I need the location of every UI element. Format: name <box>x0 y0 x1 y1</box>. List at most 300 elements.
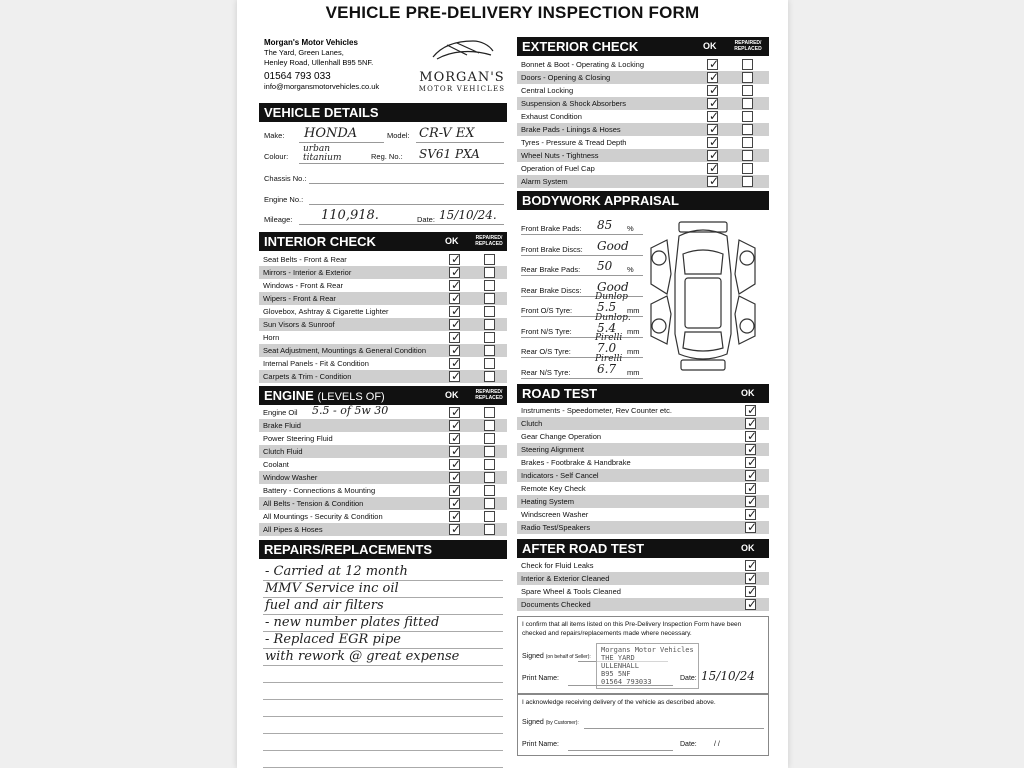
checkmark-icon: ✓ <box>451 509 462 523</box>
after-road-test-item-label: Spare Wheel & Tools Cleaned <box>521 587 621 596</box>
engine-oil-note[interactable]: 5.5 - of 5w 30 <box>312 404 389 417</box>
bodywork-label: Rear Brake Discs: <box>521 285 582 295</box>
interior-check-list <box>259 253 507 383</box>
road-test-row <box>517 495 769 508</box>
interior-row <box>259 344 507 357</box>
road-test-row <box>517 482 769 495</box>
engine-ok-checkbox[interactable] <box>449 485 460 496</box>
road-test-title: ROAD TEST <box>522 386 598 401</box>
engine-repaired-checkbox[interactable] <box>484 472 495 483</box>
company-phone: 01564 793 033 <box>264 71 331 82</box>
engine-repaired-checkbox[interactable] <box>484 407 495 418</box>
bodywork-underline <box>521 357 643 358</box>
after-road-test-row <box>517 559 769 572</box>
tyre-brand[interactable]: Dunlop. <box>595 312 631 323</box>
engine-item-label: Coolant <box>263 460 289 469</box>
bodywork-unit: mm <box>627 326 640 336</box>
bodywork-label: Front Brake Pads: <box>521 224 582 233</box>
road-test-list <box>517 404 769 534</box>
stamp-line-3: ULLENHALL <box>601 662 639 670</box>
road-test-ok-checkbox[interactable] <box>745 496 756 507</box>
interior-row <box>259 292 507 305</box>
stamp-line-4: B95 5NF <box>601 670 631 678</box>
exterior-item-label: Alarm System <box>521 177 568 186</box>
repairs-ruled-line <box>263 699 503 700</box>
exterior-ok-checkbox[interactable] <box>707 163 718 174</box>
logo-text-sub: MOTOR VEHICLES <box>418 85 506 93</box>
engine-rr-col: REPAIRED/ REPLACED <box>475 389 503 401</box>
interior-repaired-checkbox[interactable] <box>484 371 495 382</box>
interior-item-label: Glovebox, Ashtray & Cigarette Lighter <box>263 307 389 316</box>
road-test-row <box>517 469 769 482</box>
exterior-row <box>517 84 769 97</box>
interior-ok-checkbox[interactable] <box>449 267 460 278</box>
company-stamp <box>596 643 699 689</box>
exterior-ok-checkbox[interactable] <box>707 98 718 109</box>
road-test-row <box>517 417 769 430</box>
after-road-test-row <box>517 572 769 585</box>
bodywork-value[interactable]: 5.4 <box>597 320 617 335</box>
bodywork-row <box>521 238 641 255</box>
seller-date-label: Date: <box>680 675 697 682</box>
road-test-ok-checkbox[interactable] <box>745 418 756 429</box>
engine-item-label: Window Washer <box>263 473 318 482</box>
model-label: Model: <box>387 131 410 140</box>
road-test-ok-checkbox[interactable] <box>745 522 756 533</box>
exterior-row <box>517 97 769 110</box>
exterior-repaired-checkbox[interactable] <box>742 72 753 83</box>
exterior-item-label: Central Locking <box>521 86 574 95</box>
checkmark-icon: ✓ <box>747 468 758 482</box>
bodywork-underline <box>521 255 643 256</box>
checkmark-icon: ✓ <box>451 252 462 266</box>
reg-value[interactable]: SV61 PXA <box>419 147 480 161</box>
make-value[interactable]: HONDA <box>304 126 358 141</box>
road-test-item-label: Steering Alignment <box>521 445 584 454</box>
bodywork-value[interactable]: 5.5 <box>597 300 617 314</box>
engine-no-label: Engine No.: <box>264 195 304 204</box>
engine-ok-checkbox[interactable] <box>449 511 460 522</box>
customer-signature-line[interactable] <box>584 728 764 729</box>
bodywork-label: Rear N/S Tyre: <box>521 367 571 377</box>
engine-ok-checkbox[interactable] <box>449 433 460 444</box>
repairs-note-line[interactable]: - Replaced EGR pipe <box>265 632 401 647</box>
engine-repaired-checkbox[interactable] <box>484 485 495 496</box>
checkmark-icon: ✓ <box>747 442 758 456</box>
customer-print-line[interactable] <box>568 750 673 751</box>
customer-acknowledgement-box <box>517 694 769 756</box>
bodywork-label: Front N/S Tyre: <box>521 326 572 336</box>
company-address-block <box>264 38 379 92</box>
road-test-item-label: Radio Test/Speakers <box>521 523 591 532</box>
interior-repaired-checkbox[interactable] <box>484 319 495 330</box>
interior-check-title: INTERIOR CHECK <box>264 234 376 249</box>
engine-title: ENGINE <box>264 388 314 403</box>
road-test-ok-checkbox[interactable] <box>745 457 756 468</box>
interior-repaired-checkbox[interactable] <box>484 345 495 356</box>
engine-ok-checkbox[interactable] <box>449 446 460 457</box>
exterior-ok-checkbox[interactable] <box>707 72 718 83</box>
colour-reg-underline <box>299 163 504 164</box>
exterior-ok-checkbox[interactable] <box>707 176 718 187</box>
bodywork-label: Rear Brake Pads: <box>521 265 581 274</box>
exterior-item-label: Operation of Fuel Cap <box>521 164 595 173</box>
checkmark-icon: ✓ <box>747 481 758 495</box>
after-road-test-ok-col: OK <box>741 543 755 553</box>
interior-ok-checkbox[interactable] <box>449 319 460 330</box>
interior-repaired-checkbox[interactable] <box>484 280 495 291</box>
road-test-item-label: Heating System <box>521 497 574 506</box>
interior-repaired-checkbox[interactable] <box>484 332 495 343</box>
road-test-ok-checkbox[interactable] <box>745 470 756 481</box>
interior-row <box>259 305 507 318</box>
interior-repaired-checkbox[interactable] <box>484 267 495 278</box>
repairs-note-line[interactable]: fuel and air filters <box>265 598 384 613</box>
engine-row <box>259 510 507 523</box>
engine-row <box>259 458 507 471</box>
exterior-repaired-checkbox[interactable] <box>742 137 753 148</box>
exterior-item-label: Doors - Opening & Closing <box>521 73 611 82</box>
seller-print-line[interactable] <box>568 685 673 686</box>
exterior-repaired-checkbox[interactable] <box>742 111 753 122</box>
checkmark-icon: ✓ <box>451 405 462 419</box>
checkmark-icon: ✓ <box>747 416 758 430</box>
car-diagram-icon <box>645 214 761 376</box>
chassis-underline <box>309 183 504 184</box>
customer-date-separators: / / <box>714 741 720 748</box>
road-test-ok-checkbox[interactable] <box>745 509 756 520</box>
road-test-row <box>517 456 769 469</box>
date-value[interactable]: 15/10/24. <box>439 208 497 222</box>
interior-row <box>259 357 507 370</box>
bodywork-row <box>521 333 641 357</box>
bodywork-value[interactable]: 50 <box>597 259 613 273</box>
checkmark-icon: ✓ <box>451 444 462 458</box>
exterior-ok-checkbox[interactable] <box>707 85 718 96</box>
interior-repaired-checkbox[interactable] <box>484 254 495 265</box>
engine-row <box>259 484 507 497</box>
after-road-test-header <box>517 539 769 558</box>
checkmark-icon: ✓ <box>451 431 462 445</box>
checkmark-icon: ✓ <box>709 174 720 188</box>
seller-signed-word: Signed <box>522 653 544 660</box>
after-road-test-ok-checkbox[interactable] <box>745 573 756 584</box>
interior-row <box>259 266 507 279</box>
checkmark-icon: ✓ <box>451 356 462 370</box>
interior-ok-checkbox[interactable] <box>449 358 460 369</box>
interior-ok-col: OK <box>445 236 459 246</box>
exterior-item-label: Exhaust Condition <box>521 112 582 121</box>
checkmark-icon: ✓ <box>451 317 462 331</box>
tyre-brand[interactable]: Pirelli <box>595 353 623 364</box>
engine-repaired-checkbox[interactable] <box>484 511 495 522</box>
date-label: Date: <box>417 215 435 224</box>
interior-repaired-checkbox[interactable] <box>484 306 495 317</box>
checkmark-icon: ✓ <box>451 522 462 536</box>
tyre-brand[interactable]: Dunlop <box>595 292 628 302</box>
checkmark-icon: ✓ <box>451 291 462 305</box>
exterior-repaired-checkbox[interactable] <box>742 59 753 70</box>
bodywork-row <box>521 261 641 275</box>
company-logo <box>407 35 517 93</box>
exterior-repaired-checkbox[interactable] <box>742 163 753 174</box>
engine-row <box>259 419 507 432</box>
after-road-test-ok-checkbox[interactable] <box>745 586 756 597</box>
company-address-line1: The Yard, Green Lanes, <box>264 48 344 57</box>
interior-item-label: Internal Panels - Fit & Condition <box>263 359 369 368</box>
reg-label: Reg. No.: <box>371 152 403 161</box>
exterior-ok-checkbox[interactable] <box>707 59 718 70</box>
repairs-ruled-line <box>263 665 503 666</box>
road-test-item-label: Instruments - Speedometer, Rev Counter etc. <box>521 406 672 415</box>
interior-ok-checkbox[interactable] <box>449 280 460 291</box>
repairs-ruled-line <box>263 750 503 751</box>
interior-item-label: Sun Visors & Sunroof <box>263 320 335 329</box>
exterior-repaired-checkbox[interactable] <box>742 98 753 109</box>
bodywork-unit: % <box>627 265 634 274</box>
interior-check-header <box>259 232 507 251</box>
engine-repaired-checkbox[interactable] <box>484 498 495 509</box>
seller-confirmation-box <box>517 616 769 694</box>
engine-ok-checkbox[interactable] <box>449 407 460 418</box>
customer-signed-label <box>522 719 579 726</box>
interior-item-label: Horn <box>263 333 280 342</box>
road-test-row <box>517 404 769 417</box>
engine-ok-checkbox[interactable] <box>449 459 460 470</box>
logo-text-main: MORGAN'S <box>419 70 505 85</box>
checkmark-icon: ✓ <box>747 597 758 611</box>
interior-ok-checkbox[interactable] <box>449 293 460 304</box>
mileage-underline <box>299 224 504 225</box>
bodywork-value[interactable]: 6.7 <box>597 361 617 376</box>
engine-repaired-checkbox[interactable] <box>484 446 495 457</box>
checkmark-icon: ✓ <box>451 470 462 484</box>
after-road-test-item-label: Documents Checked <box>521 600 591 609</box>
bodywork-value[interactable]: Good <box>597 238 629 253</box>
model-underline <box>416 142 504 143</box>
make-label: Make: <box>264 131 285 140</box>
exterior-repaired-checkbox[interactable] <box>742 124 753 135</box>
bodywork-row <box>521 312 641 337</box>
engine-header <box>259 386 507 405</box>
bodywork-underline <box>521 275 643 276</box>
customer-signed-sub: (by Customer): <box>545 720 579 726</box>
checkmark-icon: ✓ <box>451 343 462 357</box>
bodywork-value[interactable]: 85 <box>597 218 613 232</box>
checkmark-icon: ✓ <box>747 403 758 417</box>
company-name: Morgan's Motor Vehicles <box>264 38 358 47</box>
exterior-ok-col: OK <box>703 41 717 51</box>
interior-ok-checkbox[interactable] <box>449 345 460 356</box>
interior-rr-col: REPAIRED/ REPLACED <box>475 235 503 247</box>
road-test-item-label: Brakes - Footbrake & Handbrake <box>521 458 631 467</box>
seller-signed-sub: (on behalf of Seller): <box>545 654 591 660</box>
exterior-ok-checkbox[interactable] <box>707 137 718 148</box>
checkmark-icon: ✓ <box>747 520 758 534</box>
inspection-form-sheet <box>237 0 788 768</box>
interior-row <box>259 318 507 331</box>
after-road-test-row <box>517 598 769 611</box>
engine-row <box>259 497 507 510</box>
engine-row <box>259 523 507 536</box>
exterior-row <box>517 123 769 136</box>
repairs-note-line[interactable]: - new number plates fitted <box>265 615 440 630</box>
checkmark-icon: ✓ <box>709 161 720 175</box>
after-road-test-item-label: Check for Fluid Leaks <box>521 561 594 570</box>
exterior-row <box>517 149 769 162</box>
colour-value[interactable]: urban titanium <box>303 144 342 163</box>
customer-print-label: Print Name: <box>522 741 559 748</box>
road-test-header <box>517 384 769 403</box>
road-test-row <box>517 521 769 534</box>
road-test-ok-checkbox[interactable] <box>745 405 756 416</box>
form-title: VEHICLE PRE-DELIVERY INSPECTION FORM <box>325 3 700 22</box>
engine-ok-checkbox[interactable] <box>449 420 460 431</box>
bodywork-unit: mm <box>627 347 640 356</box>
checkmark-icon: ✓ <box>709 70 720 84</box>
checkmark-icon: ✓ <box>747 571 758 585</box>
after-road-test-list <box>517 559 769 611</box>
repairs-note-line[interactable]: MMV Service inc oil <box>265 581 399 596</box>
bodywork-underline <box>521 337 643 338</box>
stamp-line-5: 01564 793033 <box>601 678 652 686</box>
checkmark-icon: ✓ <box>747 429 758 443</box>
engine-row <box>259 471 507 484</box>
interior-item-label: Seat Belts - Front & Rear <box>263 255 347 264</box>
bodywork-label: Rear O/S Tyre: <box>521 347 571 356</box>
bodywork-unit: mm <box>627 306 640 315</box>
road-test-ok-checkbox[interactable] <box>745 483 756 494</box>
bodywork-unit: % <box>627 224 634 233</box>
exterior-repaired-checkbox[interactable] <box>742 176 753 187</box>
checkmark-icon: ✓ <box>451 483 462 497</box>
interior-ok-checkbox[interactable] <box>449 254 460 265</box>
road-test-item-label: Remote Key Check <box>521 484 586 493</box>
engine-repaired-checkbox[interactable] <box>484 524 495 535</box>
bodywork-value[interactable]: Good <box>597 279 629 294</box>
engine-no-underline <box>309 204 504 205</box>
checkmark-icon: ✓ <box>709 122 720 136</box>
interior-item-label: Carpets & Trim - Condition <box>263 372 352 381</box>
repairs-ruled-line <box>263 682 503 683</box>
engine-check-list <box>259 406 507 536</box>
engine-item-label: Brake Fluid <box>263 421 301 430</box>
after-road-test-row <box>517 585 769 598</box>
exterior-check-list <box>517 58 769 188</box>
customer-date-label: Date: <box>680 741 697 748</box>
engine-ok-checkbox[interactable] <box>449 472 460 483</box>
bodywork-header: BODYWORK APPRAISAL <box>517 191 769 210</box>
repairs-note-line[interactable]: with rework @ great expense <box>265 649 460 664</box>
road-test-row <box>517 430 769 443</box>
exterior-row <box>517 71 769 84</box>
checkmark-icon: ✓ <box>709 148 720 162</box>
exterior-ok-checkbox[interactable] <box>707 124 718 135</box>
exterior-ok-checkbox[interactable] <box>707 150 718 161</box>
checkmark-icon: ✓ <box>451 369 462 383</box>
engine-ok-checkbox[interactable] <box>449 524 460 535</box>
road-test-ok-checkbox[interactable] <box>745 444 756 455</box>
exterior-rr-col: REPAIRED/ REPLACED <box>734 40 762 52</box>
model-value[interactable]: CR-V EX <box>419 126 475 141</box>
confirmation-text: I confirm that all items listed on this Pre-Delivery Inspection Form have been checked and repairs/replacements made where necessary. <box>522 621 742 637</box>
engine-repaired-checkbox[interactable] <box>484 433 495 444</box>
checkmark-icon: ✓ <box>709 57 720 71</box>
repairs-header: REPAIRS/REPLACEMENTS <box>259 540 507 559</box>
checkmark-icon: ✓ <box>709 135 720 149</box>
interior-repaired-checkbox[interactable] <box>484 358 495 369</box>
road-test-ok-col: OK <box>741 388 755 398</box>
engine-repaired-checkbox[interactable] <box>484 420 495 431</box>
checkmark-icon: ✓ <box>451 304 462 318</box>
checkmark-icon: ✓ <box>451 457 462 471</box>
exterior-item-label: Tyres - Pressure & Tread Depth <box>521 138 627 147</box>
exterior-repaired-checkbox[interactable] <box>742 150 753 161</box>
engine-title-sub: (LEVELS OF) <box>317 391 385 403</box>
interior-ok-checkbox[interactable] <box>449 332 460 343</box>
engine-ok-checkbox[interactable] <box>449 498 460 509</box>
road-test-row <box>517 508 769 521</box>
engine-row <box>259 445 507 458</box>
road-test-item-label: Windscreen Washer <box>521 510 589 519</box>
interior-ok-checkbox[interactable] <box>449 306 460 317</box>
engine-item-label: Clutch Fluid <box>263 447 303 456</box>
engine-item-label: All Mountings - Security & Condition <box>263 512 383 521</box>
tyre-brand[interactable]: Pirelli <box>595 333 623 343</box>
interior-row <box>259 370 507 383</box>
car-logo-icon <box>427 35 497 65</box>
checkmark-icon: ✓ <box>451 265 462 279</box>
company-email: info@morgansmotorvehicles.co.uk <box>264 82 380 91</box>
bodywork-value[interactable]: 7.0 <box>597 341 617 355</box>
acknowledge-text: I acknowledge receiving delivery of the vehicle as described above. <box>522 699 716 706</box>
interior-item-label: Mirrors - Interior & Exterior <box>263 268 352 277</box>
after-road-test-ok-checkbox[interactable] <box>745 599 756 610</box>
repairs-ruled-line <box>263 733 503 734</box>
road-test-item-label: Indicators - Self Cancel <box>521 471 599 480</box>
exterior-check-header <box>517 37 769 56</box>
exterior-item-label: Brake Pads - Linings & Hoses <box>521 125 621 134</box>
company-address-line2: Henley Road, Ullenhall B95 5NF. <box>264 58 374 67</box>
seller-signed-label <box>522 653 591 660</box>
exterior-row <box>517 58 769 71</box>
vehicle-details-section <box>259 125 507 229</box>
exterior-repaired-checkbox[interactable] <box>742 85 753 96</box>
road-test-item-label: Clutch <box>521 419 543 428</box>
engine-item-label: Battery - Connections & Mounting <box>263 486 376 495</box>
interior-item-label: Windows - Front & Rear <box>263 281 344 290</box>
repairs-note-line[interactable]: - Carried at 12 month <box>265 564 408 579</box>
exterior-item-label: Wheel Nuts - Tightness <box>521 151 599 160</box>
road-test-row <box>517 443 769 456</box>
exterior-ok-checkbox[interactable] <box>707 111 718 122</box>
engine-row <box>259 432 507 445</box>
interior-ok-checkbox[interactable] <box>449 371 460 382</box>
seller-date-value[interactable]: 15/10/24 <box>701 669 755 683</box>
engine-repaired-checkbox[interactable] <box>484 459 495 470</box>
stamp-line-1: Morgans Motor Vehicles <box>601 646 694 654</box>
mileage-value[interactable]: 110,918. <box>321 208 379 223</box>
checkmark-icon: ✓ <box>747 507 758 521</box>
bodywork-label: Front O/S Tyre: <box>521 306 573 315</box>
exterior-row <box>517 136 769 149</box>
after-road-test-ok-checkbox[interactable] <box>745 560 756 571</box>
checkmark-icon: ✓ <box>451 330 462 344</box>
after-road-test-title: AFTER ROAD TEST <box>522 541 645 556</box>
road-test-ok-checkbox[interactable] <box>745 431 756 442</box>
interior-repaired-checkbox[interactable] <box>484 293 495 304</box>
stamp-line-2: THE YARD <box>601 654 635 662</box>
